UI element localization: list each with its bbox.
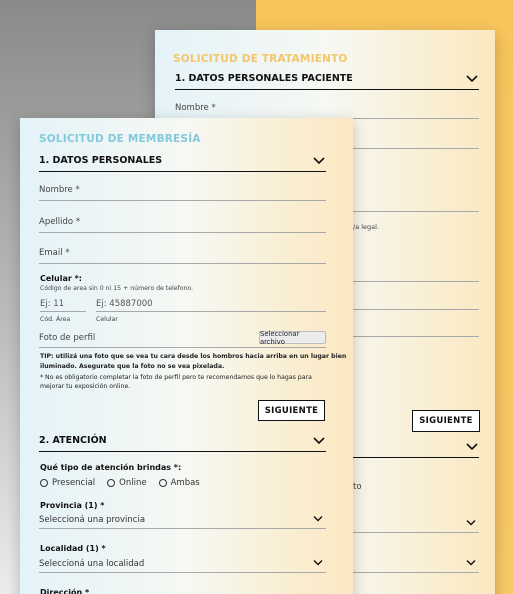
address-label: Dirección * [40,588,90,594]
phone-hint: Código de area sin 0 ni 15 + número de telefono. [40,285,194,292]
radio-online[interactable] [107,479,115,487]
locality-select[interactable] [39,555,326,573]
tip-line-1: TIP: utilizá una foto que se vea tu cara desde los hombros hacia arriba en un lugar bien [40,353,347,360]
section-attention[interactable] [39,430,326,452]
chevron-down-icon [465,74,479,84]
membership-form-title: SOLICITUD DE MEMBRESÍA [39,133,201,145]
patient-name-placeholder: Nombre * [175,102,216,113]
email-field[interactable] [39,242,326,264]
locality-placeholder: Seleccioná una localidad [39,558,145,569]
section-attention-label: 2. ATENCIÓN [39,435,107,446]
section-personal-data[interactable] [39,150,326,172]
radio-online-label: Online [119,478,147,488]
province-placeholder: Seleccioná una provincia [39,514,146,525]
name-placeholder: Nombre * [39,184,80,195]
province-select[interactable] [39,511,326,529]
treatment-select-2[interactable] [353,555,479,573]
locality-label: Localidad (1) * [40,544,106,553]
phone-number-placeholder: Ej: 45887000 [96,298,153,309]
chevron-down-icon [312,559,326,569]
radio-ambas-label: Ambas [170,478,200,488]
lastname-field[interactable] [39,211,326,233]
membership-next-button[interactable]: SIGUIENTE [258,400,325,421]
radio-ambas[interactable] [159,479,167,487]
chevron-down-icon [465,559,479,569]
patient-field-5[interactable] [353,288,479,310]
province-label: Provincia (1) * [40,501,105,510]
treatment-form-title: SOLICITUD DE TRATAMIENTO [173,53,348,65]
radio-presencial-label: Presencial [52,478,96,488]
section-patient-data-label: 1. DATOS PERSONALES PACIENTE [175,73,353,84]
area-code-caption: Cód. Área [40,316,71,323]
treatment-select-1[interactable] [353,515,479,533]
patient-field-2[interactable] [353,127,479,149]
patient-field-6[interactable] [353,315,479,337]
section-treatment-2[interactable] [353,436,479,458]
phone-number-caption: Celular [96,316,118,323]
section-personal-data-label: 1. DATOS PERSONALES [39,155,163,166]
chevron-down-icon [312,515,326,525]
chevron-down-icon [312,156,326,166]
radio-fragment: to [353,482,362,492]
note-line-2: mejorar tu exposición online. [40,383,131,390]
patient-name-field[interactable] [175,97,479,119]
membership-form-card [20,118,353,594]
name-field[interactable] [39,179,326,201]
note-line-1: * No es obligatorio completar la foto de perfil pero te recomendamos que lo hagas para [40,374,312,381]
attention-type-radios [40,478,212,488]
phone-number-input[interactable] [96,296,326,312]
area-code-input[interactable] [40,296,86,312]
select-file-button[interactable]: Seleccionar archivo [259,331,326,344]
chevron-down-icon [465,519,479,529]
legal-fragment: /a legal. [353,223,380,231]
section-patient-data[interactable] [175,68,479,90]
chevron-down-icon [465,442,479,452]
radio-presencial[interactable] [40,479,48,487]
patient-field-4[interactable] [353,260,479,282]
area-code-placeholder: Ej: 11 [40,298,65,309]
email-placeholder: Email * [39,247,70,258]
patient-field-3[interactable] [353,190,479,212]
phone-label: Celular *: [40,274,82,283]
profile-photo-label: Foto de perfil [39,332,96,343]
lastname-placeholder: Apellido * [39,216,81,227]
treatment-next-button[interactable]: SIGUIENTE [412,410,480,432]
attention-type-label: Qué tipo de atención brindas *: [40,463,182,472]
tip-line-2: iluminado. Asegurate que la foto no se vea pixelada. [40,363,225,370]
chevron-down-icon [312,436,326,446]
